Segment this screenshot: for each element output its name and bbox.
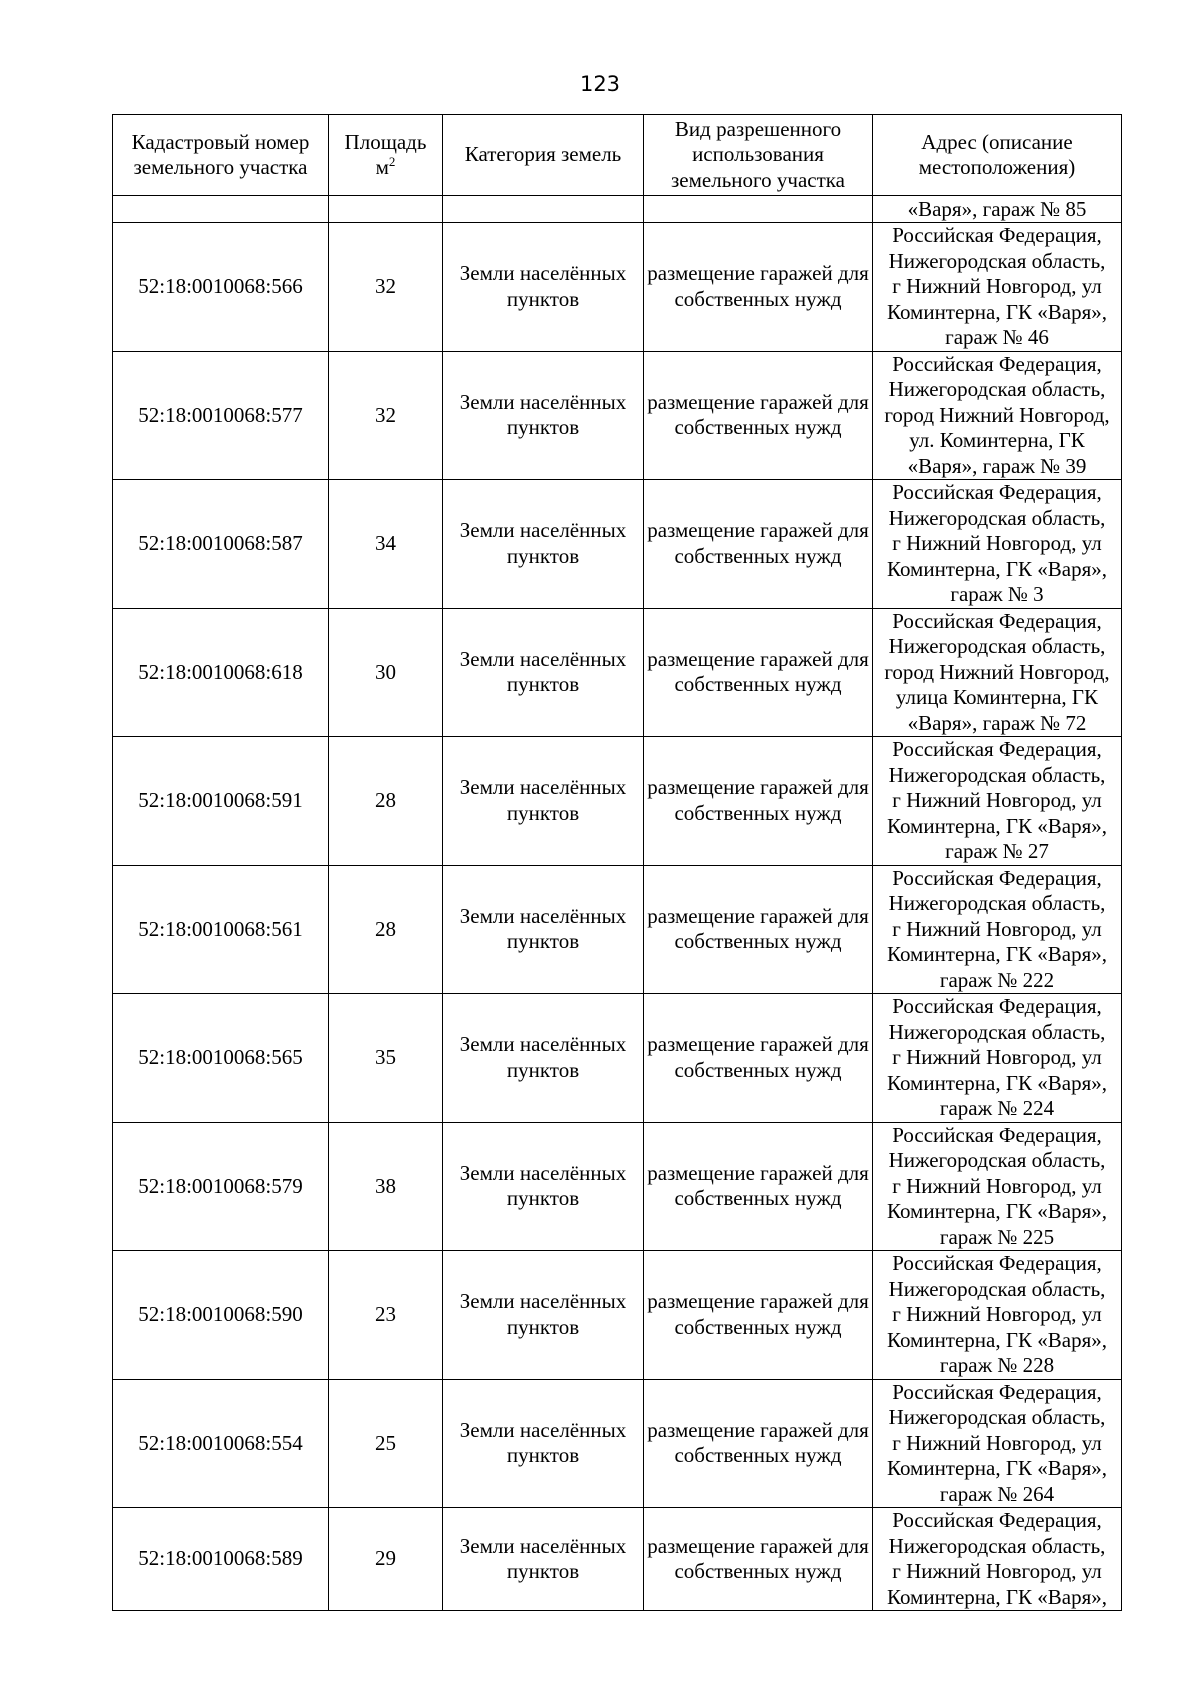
land-plots-table — [112, 114, 1122, 1611]
header-usage: Вид разрешенного использования земельного участка — [644, 115, 873, 196]
address-cell: Российская Федерация, Нижегородская область, г Нижний Новгород, ул Коминтерна, ГК «Варя», гараж № 228 — [873, 1251, 1122, 1380]
address-cell: Российская Федерация, Нижегородская область, г Нижний Новгород, ул Коминтерна, ГК «Варя», гараж № 225 — [873, 1122, 1122, 1251]
table-row — [113, 351, 1122, 480]
area-cell: 25 — [329, 1379, 443, 1508]
header-category: Категория земель — [443, 115, 644, 196]
continuation-row — [113, 196, 1122, 223]
header-area-unit-sup: 2 — [388, 154, 396, 169]
address-cell: Российская Федерация, Нижегородская область, г Нижний Новгород, ул Коминтерна, ГК «Варя», гараж № 27 — [873, 737, 1122, 866]
cadastral-number-cell: 52:18:0010068:590 — [113, 1251, 329, 1380]
land-category-cell: Земли населённых пунктов — [443, 865, 644, 994]
area-cell: 28 — [329, 865, 443, 994]
permitted-use-cell: размещение гаражей для собственных нужд — [644, 480, 873, 609]
table-row — [113, 1251, 1122, 1380]
continuation-category-cell — [443, 196, 644, 223]
address-cell: Российская Федерация, Нижегородская область, г Нижний Новгород, ул Коминтерна, ГК «Варя», гараж № 224 — [873, 994, 1122, 1123]
permitted-use-cell: размещение гаражей для собственных нужд — [644, 1379, 873, 1508]
address-cell: Российская Федерация, Нижегородская область, город Нижний Новгород, ул. Коминтерна, ГК «Варя», гараж № 39 — [873, 351, 1122, 480]
header-cadastral: Кадастровый номер земельного участка — [113, 115, 329, 196]
table-row — [113, 994, 1122, 1123]
table-row — [113, 223, 1122, 352]
land-category-cell: Земли населённых пунктов — [443, 737, 644, 866]
land-category-cell: Земли населённых пунктов — [443, 994, 644, 1123]
address-cell: Российская Федерация, Нижегородская область, г Нижний Новгород, ул Коминтерна, ГК «Варя», — [873, 1508, 1122, 1611]
address-cell: Российская Федерация, Нижегородская область, город Нижний Новгород, улица Коминтерна, ГК «Варя», гараж № 72 — [873, 608, 1122, 737]
table-row — [113, 1122, 1122, 1251]
permitted-use-cell: размещение гаражей для собственных нужд — [644, 994, 873, 1123]
address-cell: Российская Федерация, Нижегородская область, г Нижний Новгород, ул Коминтерна, ГК «Варя», гараж № 46 — [873, 223, 1122, 352]
page-number: 123 — [579, 72, 621, 96]
table-row — [113, 737, 1122, 866]
permitted-use-cell: размещение гаражей для собственных нужд — [644, 608, 873, 737]
header-area — [329, 115, 443, 196]
cadastral-number-cell: 52:18:0010068:579 — [113, 1122, 329, 1251]
header-address: Адрес (описание местоположения) — [873, 115, 1122, 196]
continuation-usage-cell — [644, 196, 873, 223]
area-cell: 23 — [329, 1251, 443, 1380]
permitted-use-cell: размещение гаражей для собственных нужд — [644, 223, 873, 352]
area-cell: 30 — [329, 608, 443, 737]
cadastral-number-cell: 52:18:0010068:566 — [113, 223, 329, 352]
land-category-cell: Земли населённых пунктов — [443, 608, 644, 737]
permitted-use-cell: размещение гаражей для собственных нужд — [644, 1251, 873, 1380]
land-category-cell: Земли населённых пунктов — [443, 351, 644, 480]
area-cell: 35 — [329, 994, 443, 1123]
table-row — [113, 480, 1122, 609]
table-header-row — [113, 115, 1122, 196]
permitted-use-cell: размещение гаражей для собственных нужд — [644, 737, 873, 866]
table-row — [113, 865, 1122, 994]
area-cell: 29 — [329, 1508, 443, 1611]
cadastral-number-cell: 52:18:0010068:577 — [113, 351, 329, 480]
address-cell: Российская Федерация, Нижегородская область, г Нижний Новгород, ул Коминтерна, ГК «Варя», гараж № 264 — [873, 1379, 1122, 1508]
land-category-cell: Земли населённых пунктов — [443, 1379, 644, 1508]
area-cell: 32 — [329, 351, 443, 480]
area-cell: 32 — [329, 223, 443, 352]
area-cell: 34 — [329, 480, 443, 609]
permitted-use-cell: размещение гаражей для собственных нужд — [644, 1122, 873, 1251]
permitted-use-cell: размещение гаражей для собственных нужд — [644, 865, 873, 994]
cadastral-number-cell: 52:18:0010068:587 — [113, 480, 329, 609]
table-row — [113, 608, 1122, 737]
cadastral-number-cell: 52:18:0010068:591 — [113, 737, 329, 866]
continuation-area-cell — [329, 196, 443, 223]
cadastral-number-cell: 52:18:0010068:554 — [113, 1379, 329, 1508]
table-row — [113, 1508, 1122, 1611]
cadastral-number-cell: 52:18:0010068:565 — [113, 994, 329, 1123]
land-category-cell: Земли населённых пунктов — [443, 223, 644, 352]
land-category-cell: Земли населённых пунктов — [443, 1508, 644, 1611]
address-cell: Российская Федерация, Нижегородская область, г Нижний Новгород, ул Коминтерна, ГК «Варя», гараж № 3 — [873, 480, 1122, 609]
cadastral-number-cell: 52:18:0010068:589 — [113, 1508, 329, 1611]
land-category-cell: Земли населённых пунктов — [443, 1122, 644, 1251]
header-area-unit: м — [375, 155, 389, 179]
area-cell: 38 — [329, 1122, 443, 1251]
permitted-use-cell: размещение гаражей для собственных нужд — [644, 351, 873, 480]
continuation-cadastral-cell — [113, 196, 329, 223]
cadastral-number-cell: 52:18:0010068:618 — [113, 608, 329, 737]
address-cell: Российская Федерация, Нижегородская область, г Нижний Новгород, ул Коминтерна, ГК «Варя», гараж № 222 — [873, 865, 1122, 994]
area-cell: 28 — [329, 737, 443, 866]
header-area-word: Площадь — [344, 129, 427, 154]
land-category-cell: Земли населённых пунктов — [443, 1251, 644, 1380]
permitted-use-cell: размещение гаражей для собственных нужд — [644, 1508, 873, 1611]
cadastral-number-cell: 52:18:0010068:561 — [113, 865, 329, 994]
table-row — [113, 1379, 1122, 1508]
continuation-address-cell: «Варя», гараж № 85 — [873, 196, 1122, 223]
land-category-cell: Земли населённых пунктов — [443, 480, 644, 609]
